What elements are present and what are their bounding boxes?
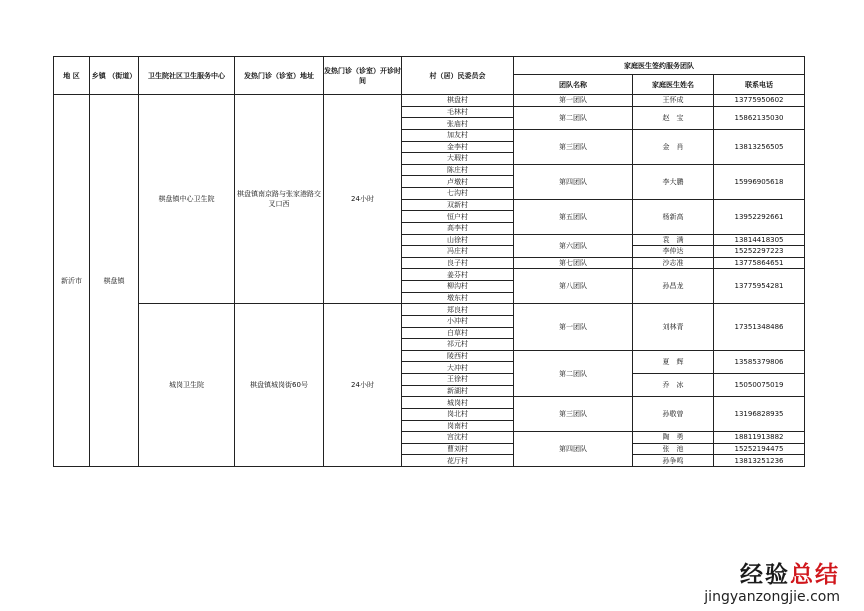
center-hours-cell: 24小时 bbox=[324, 304, 402, 467]
header-hours: 发热门诊（诊室）开诊时间 bbox=[324, 57, 402, 95]
doctor-name-cell: 夏 辉 bbox=[633, 350, 714, 373]
village-cell: 张庙村 bbox=[402, 118, 514, 130]
village-cell: 白草村 bbox=[402, 327, 514, 339]
village-cell: 岗南村 bbox=[402, 420, 514, 432]
village-cell: 城岗村 bbox=[402, 397, 514, 409]
watermark-logo-text: 经验总结 bbox=[740, 562, 840, 588]
village-cell: 双新村 bbox=[402, 199, 514, 211]
table-body bbox=[54, 95, 805, 467]
village-cell: 卢墩村 bbox=[402, 176, 514, 188]
header-region: 地 区 bbox=[54, 57, 90, 95]
village-cell: 山徐村 bbox=[402, 234, 514, 246]
center-address-cell: 棋盘镇城岗街60号 bbox=[235, 304, 324, 467]
doctor-name-cell: 王怀成 bbox=[633, 95, 714, 107]
doctor-phone-cell: 13813256505 bbox=[714, 129, 805, 164]
village-cell: 墩东村 bbox=[402, 292, 514, 304]
team-name-cell: 第三团队 bbox=[514, 397, 633, 432]
doctor-phone-cell: 13775950602 bbox=[714, 95, 805, 107]
village-cell: 宫沈村 bbox=[402, 432, 514, 444]
village-cell: 曹刘村 bbox=[402, 443, 514, 455]
team-name-cell: 第一团队 bbox=[514, 95, 633, 107]
doctor-name-cell: 李仲达 bbox=[633, 246, 714, 258]
team-name-cell: 第一团队 bbox=[514, 304, 633, 351]
village-cell: 陵西村 bbox=[402, 350, 514, 362]
center-name-cell: 棋盘镇中心卫生院 bbox=[139, 95, 235, 304]
doctor-phone-cell: 15050075019 bbox=[714, 374, 805, 397]
village-cell: 棋盘村 bbox=[402, 95, 514, 107]
village-cell: 柳沟村 bbox=[402, 281, 514, 293]
doctor-phone-cell: 13775954281 bbox=[714, 269, 805, 304]
doctor-phone-cell: 13814418305 bbox=[714, 234, 805, 246]
team-name-cell: 第八团队 bbox=[514, 269, 633, 304]
header-village: 村（居）民委员会 bbox=[402, 57, 514, 95]
village-cell: 加友村 bbox=[402, 129, 514, 141]
team-name-cell: 第三团队 bbox=[514, 129, 633, 164]
doctor-name-cell: 赵 宝 bbox=[633, 106, 714, 129]
team-name-cell: 第五团队 bbox=[514, 199, 633, 234]
doctor-phone-cell: 13196828935 bbox=[714, 397, 805, 432]
doctor-phone-cell: 13585379806 bbox=[714, 350, 805, 373]
doctor-phone-cell: 13813251236 bbox=[714, 455, 805, 467]
doctor-phone-cell: 13775864651 bbox=[714, 257, 805, 269]
region-cell: 新沂市 bbox=[54, 95, 90, 467]
header-center: 卫生院社区卫生服务中心 bbox=[139, 57, 235, 95]
village-cell: 姜芬村 bbox=[402, 269, 514, 281]
team-name-cell: 第六团队 bbox=[514, 234, 633, 257]
doctor-phone-cell: 17351348486 bbox=[714, 304, 805, 351]
team-name-cell: 第四团队 bbox=[514, 164, 633, 199]
team-name-cell: 第七团队 bbox=[514, 257, 633, 269]
team-name-cell: 第二团队 bbox=[514, 106, 633, 129]
header-address: 发热门诊（诊室）地址 bbox=[235, 57, 324, 95]
doctor-name-cell: 刘林青 bbox=[633, 304, 714, 351]
doctor-name-cell: 陶 勇 bbox=[633, 432, 714, 444]
doctor-name-cell: 孙争鸣 bbox=[633, 455, 714, 467]
doctor-name-cell: 李大鹏 bbox=[633, 164, 714, 199]
village-cell: 毛林村 bbox=[402, 106, 514, 118]
doctor-name-cell: 杨新高 bbox=[633, 199, 714, 234]
doctor-name-cell: 沙志准 bbox=[633, 257, 714, 269]
village-cell: 金李村 bbox=[402, 141, 514, 153]
doctor-phone-cell: 13952292661 bbox=[714, 199, 805, 234]
doctor-name-cell: 乔 冰 bbox=[633, 374, 714, 397]
table-row bbox=[54, 95, 805, 107]
doctor-phone-cell: 15862135030 bbox=[714, 106, 805, 129]
doctor-name-cell: 孙敬曾 bbox=[633, 397, 714, 432]
header-phone: 联系电话 bbox=[714, 75, 805, 95]
doctor-phone-cell: 15252194475 bbox=[714, 443, 805, 455]
header-town: 乡镇 （街道） bbox=[90, 57, 139, 95]
header-team: 团队名称 bbox=[514, 75, 633, 95]
watermark-url: jingyanzongjie.com bbox=[704, 589, 840, 605]
doctor-name-cell: 袁 满 bbox=[633, 234, 714, 246]
village-cell: 大瑕村 bbox=[402, 153, 514, 165]
village-cell: 恒户村 bbox=[402, 211, 514, 223]
village-cell: 岗北村 bbox=[402, 408, 514, 420]
team-name-cell: 第二团队 bbox=[514, 350, 633, 397]
village-cell: 王徐村 bbox=[402, 374, 514, 386]
doctor-phone-cell: 15252297223 bbox=[714, 246, 805, 258]
village-cell: 冯庄村 bbox=[402, 246, 514, 258]
village-cell: 小冲村 bbox=[402, 315, 514, 327]
center-hours-cell: 24小时 bbox=[324, 95, 402, 304]
team-name-cell: 第四团队 bbox=[514, 432, 633, 467]
table-row bbox=[54, 304, 805, 316]
town-cell: 棋盘镇 bbox=[90, 95, 139, 467]
village-cell: 新湖村 bbox=[402, 385, 514, 397]
village-cell: 大冲村 bbox=[402, 362, 514, 374]
village-cell: 郑良村 bbox=[402, 304, 514, 316]
village-cell: 陈庄村 bbox=[402, 164, 514, 176]
header-doctor: 家庭医生姓名 bbox=[633, 75, 714, 95]
village-cell: 花厅村 bbox=[402, 455, 514, 467]
doctor-name-cell: 孙昌龙 bbox=[633, 269, 714, 304]
watermark bbox=[704, 556, 840, 605]
center-name-cell: 城岗卫生院 bbox=[139, 304, 235, 467]
service-table bbox=[53, 56, 805, 467]
village-cell: 高李村 bbox=[402, 222, 514, 234]
village-cell: 良子村 bbox=[402, 257, 514, 269]
doctor-phone-cell: 15996905618 bbox=[714, 164, 805, 199]
doctor-name-cell: 张 池 bbox=[633, 443, 714, 455]
header-group: 家庭医生签约服务团队 bbox=[514, 57, 805, 75]
village-cell: 七沟村 bbox=[402, 188, 514, 200]
doctor-phone-cell: 18811913882 bbox=[714, 432, 805, 444]
doctor-name-cell: 金 肖 bbox=[633, 129, 714, 164]
village-cell: 祁元村 bbox=[402, 339, 514, 351]
center-address-cell: 棋盘镇南京路与张家港路交叉口西 bbox=[235, 95, 324, 304]
